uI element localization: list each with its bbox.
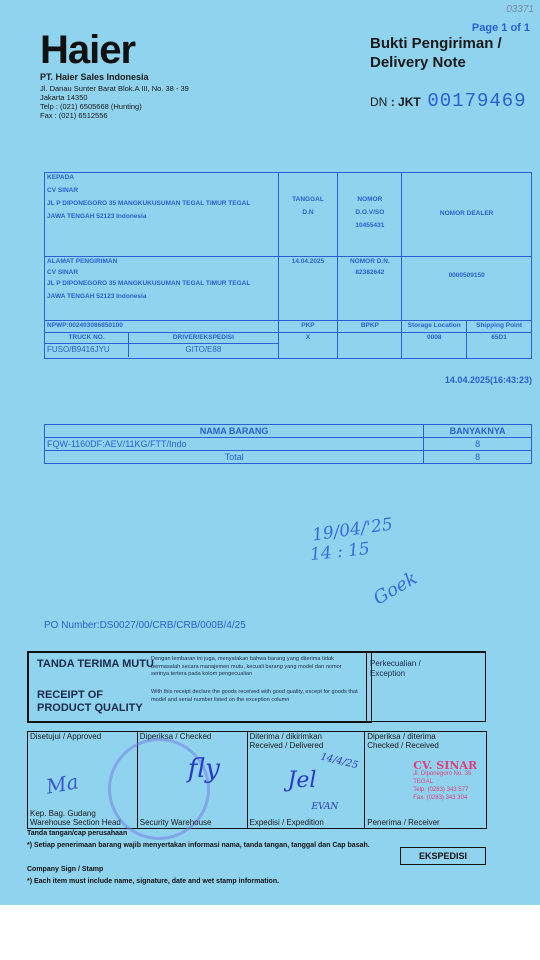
storage-value: 0008 <box>402 333 467 359</box>
delivered-signature: Jel <box>287 768 317 793</box>
dealer-value: 0000509150 <box>448 272 485 279</box>
handwritten-date: 19/04/'25 <box>311 514 395 546</box>
dn-date: 14.04.2025 <box>291 258 325 265</box>
sig-received-role: Penerima / Receiver <box>367 818 440 827</box>
dn-number-line <box>370 90 527 112</box>
shipping-label: Shipping Point <box>467 321 532 333</box>
copy-label-ekspedisi: EKSPEDISI <box>400 847 486 865</box>
truck-value: FUSO/B9416JYU <box>45 343 129 357</box>
receipt-en-title: RECEIPT OF PRODUCT QUALITY <box>37 689 143 714</box>
dealer-cell <box>402 173 532 257</box>
nomor-cell <box>338 173 402 257</box>
sig-received-label-en: Checked / Received <box>367 741 439 750</box>
handwritten-time: 14 : 15 <box>309 538 371 566</box>
checked-signature: fly <box>187 754 220 784</box>
sig-delivered <box>247 732 365 829</box>
kepada-address: JAWA TENGAH 52123 Indonesia <box>47 213 147 220</box>
sig-received <box>365 732 487 829</box>
address-line: Fax : (021) 6512556 <box>40 111 108 120</box>
total-value: 8 <box>424 451 532 464</box>
items-spacer <box>45 412 424 425</box>
stamp-address: Jl. Diponegoro No. 35 TEGAL <box>413 771 472 785</box>
company-stamp <box>413 759 481 802</box>
dn-number: 00179469 <box>427 90 527 112</box>
page-number: Page 1 of 1 <box>471 22 530 34</box>
dn-label: DN <box>370 95 388 109</box>
alamat-address: JAWA TENGAH 52123 Indonesia <box>47 293 147 300</box>
driver-label: DRIVER/EKSPEDISI <box>129 333 278 343</box>
nomor-dn-cell <box>338 257 402 321</box>
nomor-value: 10455431 <box>355 222 385 229</box>
sig-approved-footer <box>30 809 121 827</box>
col-nama-barang: NAMA BARANG <box>45 425 424 438</box>
stamp-phone: Telp. (0283) 343 577 <box>413 787 469 793</box>
tanggal-cell <box>278 173 338 257</box>
items-table <box>44 412 532 464</box>
sig-delivered-footer <box>250 818 324 827</box>
bpkp-value <box>338 333 402 359</box>
sig-delivered-role: Expedisi / Expedition <box>249 818 324 827</box>
sig-delivered-label-en: Received / Delivered <box>249 741 324 750</box>
stamp-fax: Fax. (0283) 343 304 <box>413 795 468 801</box>
company-name: PT. Haier Sales Indonesia <box>40 72 149 82</box>
title-line: Bukti Pengiriman / <box>370 35 502 52</box>
sig-delivered-label: Diterima / dikirimkan <box>249 732 322 741</box>
pkp-value: X <box>278 333 338 359</box>
sig-checked-footer <box>140 818 212 827</box>
document-title <box>370 34 502 72</box>
sig-checked <box>137 732 247 829</box>
exception-box <box>366 651 486 722</box>
alamat-name: CV SINAR <box>47 269 79 276</box>
sig-received-label: Diperiksa / diterima <box>367 732 436 741</box>
signature-table <box>27 731 487 829</box>
nomor-sub: D.O.V/SO <box>355 209 385 216</box>
corner-note: 03371 <box>506 4 534 15</box>
alamat-cell <box>45 257 279 321</box>
exception-label: Perkecualian / Exception <box>370 659 421 678</box>
address-line: Telp : (021) 6505668 (Hunting) <box>40 102 142 111</box>
kepada-name: CV SINAR <box>47 187 79 194</box>
address-line: Jakarta 14350 <box>40 93 88 102</box>
sig-checked-role: Security Warehouse <box>139 818 212 827</box>
npwp: NPWP:002403086850100 <box>45 321 279 333</box>
sig-checked-label: Diperiksa / Checked <box>139 732 212 741</box>
sig-approved-role-en: Warehouse Section Head <box>30 818 121 827</box>
nomor-label: NOMOR <box>357 196 383 203</box>
nomor-dn-label: NOMOR D.N. <box>349 258 390 265</box>
header-info-grid <box>44 172 532 359</box>
driver-value: GITO/E88 <box>129 343 278 357</box>
tanggal-sub: D.N <box>302 209 314 216</box>
col-banyaknya: BANYAKNYA <box>424 425 532 438</box>
kepada-label: KEPADA <box>47 174 74 181</box>
shipping-value: 65D1 <box>467 333 532 359</box>
item-qty: 8 <box>424 438 532 451</box>
po-number: PO Number:DS0027/00/CRB/CRB/000B/4/25 <box>44 620 246 631</box>
dealer-label: NOMOR DEALER <box>439 210 494 217</box>
approved-signature: Ma <box>44 769 81 799</box>
expedisi-date: 14/4/25 <box>318 751 359 772</box>
print-timestamp: 14.04.2025(16:43:23) <box>444 375 532 385</box>
expedisi-name: EVAN <box>311 802 339 812</box>
sig-approved-role: Kep. Bag. Gudang <box>30 809 96 818</box>
receipt-id-text: Dengan lembaran ini juga, menyatakan bahwa barang yang diterima tidak bermasalah secara manajemen mutu, kecuali barang yang model dan nomor serinya tertera pada kolom pengecualian <box>151 656 342 678</box>
tanggal-label: TANGGAL <box>292 196 324 203</box>
nomor-dn-value: 82382642 <box>355 269 385 276</box>
footer-line: Company Sign / Stamp <box>27 866 104 873</box>
bpkp-label: BPKP <box>338 321 402 333</box>
handwritten-signature: Goek <box>369 567 421 610</box>
receipt-en-text: With this receipt declare the goods received with good quality, except for goods that model and serial number listed on the exception column <box>151 689 358 703</box>
alamat-address: JL P DIPONEGORO 35 MANGKUKUSUMAN TEGAL TIMUR TEGAL <box>47 280 251 287</box>
kepada-address: JL P DIPONEGORO 35 MANGKUKUSUMAN TEGAL TIMUR TEGAL <box>47 200 251 207</box>
truck-driver-table <box>45 333 278 357</box>
receipt-id-title: TANDA TERIMA MUTU <box>37 658 154 670</box>
item-name: FQW-1160DF:AEV/11KG/FTT/Indo <box>45 438 424 451</box>
date-cell <box>278 257 338 321</box>
dn-branch: : JKT <box>390 95 421 109</box>
table-row <box>45 438 532 451</box>
dealer-value-cell <box>402 257 532 321</box>
sig-received-footer <box>367 818 439 827</box>
footer-line: Tanda tangan/cap perusahaan <box>27 830 128 837</box>
truck-driver-cell <box>45 333 279 359</box>
storage-label: Storage Location <box>402 321 467 333</box>
title-line: Delivery Note <box>370 54 466 71</box>
items-spacer <box>424 412 532 425</box>
receipt-quality-box <box>27 651 372 723</box>
haier-logo: Haier <box>40 28 136 72</box>
stamp-name: CV. SINAR <box>413 759 478 772</box>
pkp-label: PKP <box>278 321 338 333</box>
alamat-label: ALAMAT PENGIRIMAN <box>47 258 118 265</box>
kepada-cell <box>45 173 279 257</box>
address-line: Jl. Danau Sunter Barat Blok.A III, No. 38 - 39 <box>40 84 189 93</box>
total-label: Total <box>45 451 424 464</box>
footer-line: *) Each item must include name, signature, date and wet stamp information. <box>27 878 280 885</box>
company-address <box>40 84 189 120</box>
sig-approved-label: Disetujui / Approved <box>30 732 102 741</box>
footer-line: *) Setiap penerimaan barang wajib menyertakan informasi nama, tanda tangan, tanggal dan Cap basah. <box>27 842 370 849</box>
truck-label: TRUCK NO. <box>45 333 129 343</box>
